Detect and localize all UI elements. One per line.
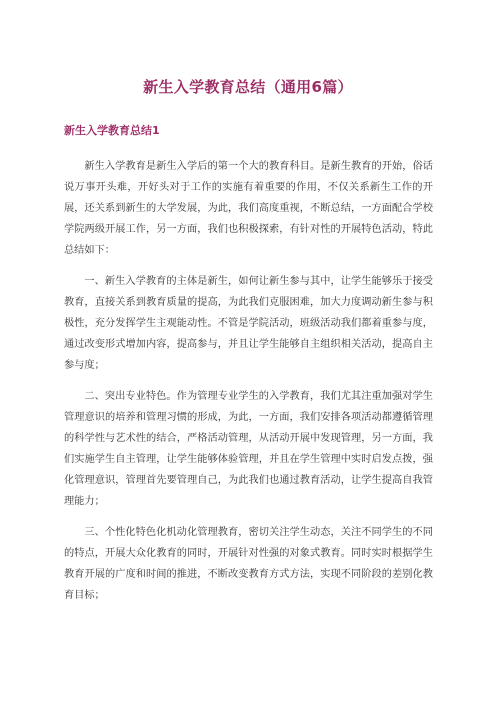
paragraph-point-2: 二、突出专业特色。作为管理专业学生的入学教育，我们尤其注重加强对学生管理意识的培养和管理习惯的形成，为此，一方面，我们安排各项活动都遵循管理的科学性与艺术性的结合，严格活动管理，从活动开展中发现管理，另一方面，我们实施学生自主管理，让学生能够体验管理，并且在学生管理中实时启发点拨，强化管理意识，管理首先要管理自己，为此我们也通过教育活动，让学生提高自我管理能力；: [64, 391, 433, 507]
paragraph-intro: 新生入学教育是新生入学后的第一个大的教育科目。是新生教育的开始，俗话说万事开头难，开好头对于工作的实施有着重要的作用，不仅关系新生工作的开展，还关系到新生的大学发展，为此，我们高度重视，不断总结，一方面配合学校学院两级开展工作，另一方面，我们也积极探索，有针对性的开展特色活动，特此总结如下：: [64, 161, 433, 256]
paragraph-point-1: 一、新生入学教育的主体是新生，如何让新生参与其中，让学生能够乐于接受教育，直接关系到教育质量的提高，为此我们克服困难，加大力度调动新生参与积极性，充分发挥学生主观能动性。不管是学院活动，班级活动我们都着重参与度，通过改变形式增加内容，提高参与，并且让学生能够自主组织相关活动，提高自主参与度；: [64, 276, 433, 371]
section-heading: 新生入学教育总结1: [64, 124, 160, 137]
document-title: 新生入学教育总结（通用6篇）: [143, 78, 353, 96]
paragraph-point-3: 三、个性化特色化机动化管理教育，密切关注学生动态，关注不同学生的不同的特点，开展大众化教育的同时，开展针对性强的对象式教育。同时实时根据学生教育开展的广度和时间的推进，不断改变教育方式方法，实现不同阶段的差别化教育目标；: [64, 527, 433, 601]
document-body: [64, 156, 433, 606]
